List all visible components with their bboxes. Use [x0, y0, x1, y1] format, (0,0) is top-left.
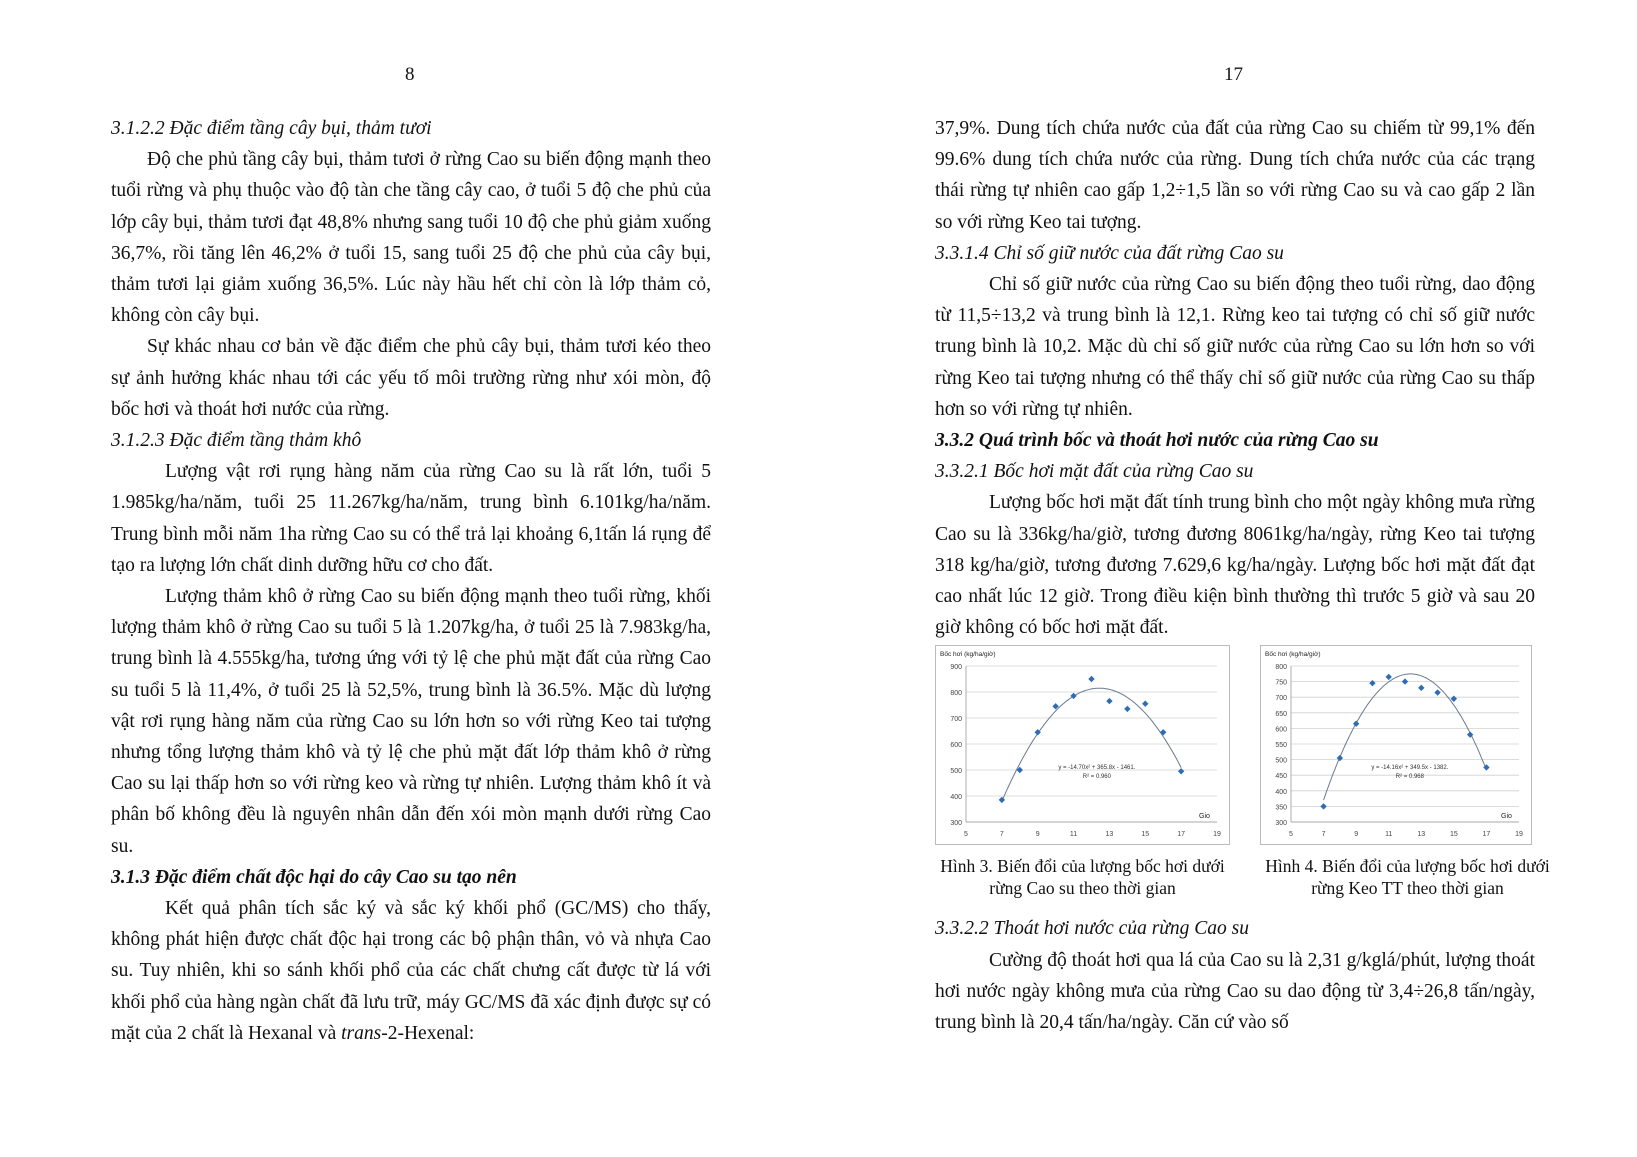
paragraph: Cường độ thoát hơi qua lá của Cao su là 2,31 g/kglá/phút, lượng thoát hơi nước ngày không mưa của rừng Cao su dao động từ 3,4÷26,8 tấn/ngày, trung bình là 20,4 tấn/ha/ngày. Căn cứ vào số [935, 949, 1535, 1034]
paragraph: Chỉ số giữ nước của rừng Cao su biến động theo tuổi rừng, dao động từ 11,5÷13,2 và trung bình là 12,1. Rừng keo tai tượng có chỉ số giữ nước trung bình là 10,2. Mặc dù chỉ số giữ nước của rừng Cao su lớn hơn so với rừng Keo tai tượng nhưng có thể thấy chỉ số giữ nước của rừng Cao su thấp hơn so với rừng tự nhiên. [935, 274, 1535, 420]
y-tick-label: 600 [950, 742, 962, 750]
section-heading: 3.3.2.2 Thoát hơi nước của rừng Cao su [935, 918, 1250, 940]
x-axis-label: Gio [1501, 813, 1512, 821]
paragraph: Độ che phủ tầng cây bụi, thảm tươi ở rừng Cao su biến động mạnh theo tuổi rừng và phụ thuộc vào độ tàn che tầng cây cao, ở tuổi 5 độ che phủ của lớp cây bụi, thảm tươi đạt 48,8% nhưng sang tuổi 10 độ che phủ giảm xuống 36,7%, rồi tăng lên 46,2% ở tuổi 15, sang tuổi 25 độ che phủ của cây bụi, thảm tươi lại giảm xuống 36,5%. Lúc này hầu hết chỉ còn là lớp thảm cỏ, không còn cây bụi. [111, 149, 711, 327]
y-tick-label: 400 [1275, 789, 1287, 797]
y-tick-label: 700 [950, 716, 962, 724]
figure-4-caption: Hình 4. Biến đổi của lượng bốc hơi dưới rừng Keo TT theo thời gian [1265, 856, 1550, 899]
x-tick-label: 19 [1213, 831, 1221, 839]
y-tick-label: 450 [1275, 773, 1287, 781]
data-point [1369, 680, 1375, 686]
right-page-number: 17 [1224, 64, 1243, 85]
data-point [1178, 769, 1184, 775]
data-point [1418, 685, 1424, 691]
x-tick-label: 19 [1515, 831, 1523, 839]
x-tick-label: 15 [1141, 831, 1150, 839]
x-axis-label: Gio [1199, 813, 1210, 821]
paragraph: Kết quả phân tích sắc ký và sắc ký khối phổ (GC/MS) cho thấy, không phát hiện được chất độc hại trong các bộ phận thân, vỏ và nhựa Cao su. Tuy nhiên, khi so sánh khối phổ của các chất chưng cất được từ lá với khối phổ của hàng ngàn chất đã lưu trữ, máy GC/MS đã xác định được sự có mặt của 2 chất là Hexanal và trans-2-Hexenal: [111, 898, 711, 1044]
r-squared-label: R² = 0.960 [1082, 774, 1111, 781]
section-heading: 3.1.2.3 Đặc điểm tầng thảm khô [111, 430, 362, 452]
x-tick-label: 5 [1289, 831, 1293, 839]
section-heading: 3.1.3 Đặc điểm chất độc hại do cây Cao su tạo nên [111, 866, 517, 888]
x-tick-label: 11 [1385, 831, 1393, 839]
figure-row [935, 645, 1550, 913]
y-tick-label: 900 [950, 664, 962, 672]
data-point [1124, 706, 1130, 712]
x-tick-label: 7 [1321, 831, 1326, 839]
paragraph: Sự khác nhau cơ bản về đặc điểm che phủ cây bụi, thảm tươi kéo theo sự ảnh hưởng khác nhau tới các yếu tố môi trường rừng như xói mòn, độ bốc hơi và thoát hơi nước của rừng. [111, 336, 711, 420]
trend-equation: y = -14.70x² + 365.8x - 1461. [1058, 765, 1136, 772]
r-squared-label: R² = 0.968 [1395, 774, 1424, 781]
data-point [1337, 755, 1343, 761]
data-point [1451, 696, 1457, 702]
chart-figure-4 [1260, 645, 1532, 845]
y-tick-label: 300 [950, 820, 962, 828]
data-point [1386, 674, 1392, 680]
y-tick-label: 550 [1275, 742, 1287, 750]
left-page-number: 8 [405, 64, 415, 85]
paragraph: Lượng vật rơi rụng hàng năm của rừng Cao su là rất lớn, tuổi 5 1.985kg/ha/năm, tuổi 25 11.267kg/ha/năm, trung bình 6.101kg/ha/năm. Trung bình mỗi năm 1ha rừng Cao su có thể trả lại khoảng 6,1tấn lá rụng để tạo ra lượng lớn chất dinh dưỡng hữu cơ cho đất. [111, 461, 711, 576]
y-tick-label: 800 [950, 690, 962, 698]
data-point [1106, 698, 1112, 704]
x-tick-label: 11 [1069, 831, 1078, 839]
y-tick-label: 600 [1275, 726, 1287, 734]
y-tick-label: 800 [1275, 664, 1287, 672]
x-tick-label: 15 [1449, 831, 1458, 839]
y-tick-label: 300 [1275, 820, 1287, 828]
figure-4 [1260, 645, 1555, 899]
italic-term: trans [341, 1022, 382, 1044]
data-point [1353, 721, 1359, 727]
chart-figure-3 [935, 645, 1230, 845]
left-page-body [111, 113, 711, 1049]
section-heading: 3.1.2.2 Đặc điểm tầng cây bụi, thảm tươi [111, 118, 432, 139]
y-tick-label: 500 [950, 768, 962, 776]
x-tick-label: 9 [1354, 831, 1359, 839]
section-heading: 3.3.2.1 Bốc hơi mặt đất của rừng Cao su [935, 461, 1254, 483]
y-tick-label: 350 [1275, 804, 1287, 812]
data-point [1160, 730, 1166, 736]
data-point [1434, 690, 1440, 696]
x-tick-label: 13 [1105, 831, 1114, 839]
data-point [1320, 804, 1326, 810]
right-text-after-figures [935, 913, 1535, 1038]
x-tick-label: 5 [964, 831, 968, 839]
right-text-before-figures [935, 113, 1535, 643]
paragraph-tail: -2-Hexenal: [381, 1022, 475, 1044]
figure-3 [935, 645, 1230, 899]
trend-equation: y = -14.16x² + 349.5x - 1382. [1371, 765, 1449, 772]
x-tick-label: 9 [1035, 831, 1040, 839]
y-tick-label: 700 [1275, 695, 1287, 703]
y-tick-label: 650 [1275, 711, 1287, 719]
right-page-body [935, 113, 1550, 1038]
paragraph: 37,9%. Dung tích chứa nước của đất của rừng Cao su chiếm từ 99,1% đến 99.6% dung tích chứa nước của rừng. Dung tích chứa nước của các trạng thái rừng tự nhiên cao gấp 1,2÷1,5 lần so với rừng Cao su và cao gấp 2 lần so với rừng Keo tai tượng. [935, 118, 1535, 233]
data-point [1088, 676, 1094, 682]
y-tick-label: 400 [950, 794, 962, 802]
x-tick-label: 13 [1417, 831, 1426, 839]
trend-curve [1324, 674, 1487, 800]
data-point [999, 797, 1005, 803]
x-tick-label: 17 [1177, 831, 1186, 839]
x-tick-label: 7 [999, 831, 1004, 839]
paragraph: Lượng bốc hơi mặt đất tính trung bình cho một ngày không mưa rừng Cao su là 336kg/ha/giờ, tương đương 8061kg/ha/ngày, rừng Keo tai tượng 318 kg/ha/giờ, tương đương 7.629,6 kg/ha/ngày. Lượng bốc hơi mặt đất đạt cao nhất lúc 12 giờ. Trong điều kiện bình thường thì trước 5 giờ và sau 20 giờ không có bốc hơi mặt đất. [935, 492, 1535, 639]
y-axis-label: Bốc hơi (kg/ha/giờ) [1265, 651, 1321, 659]
y-tick-label: 750 [1275, 680, 1287, 688]
data-point [1142, 701, 1148, 707]
paragraph: Lượng thảm khô ở rừng Cao su biến động mạnh theo tuổi rừng, khối lượng thảm khô ở rừng Cao su tuổi 5 là 1.207kg/ha, ở tuổi 25 là 7.983kg/ha, trung bình là 4.555kg/ha, tương ứng với tỷ lệ che phủ mặt đất của rừng Cao su tuổi 5 là 11,4%, ở tuổi 25 là 52,5%, trung bình là 36.5%. Mặc dù lượng vật rơi rụng hàng năm của rừng Cao su lớn hơn so với rừng Keo tai tượng nhưng tổng lượng thảm khô và tỷ lệ che phủ mặt đất lớp thảm khô ở rừng Cao su lại thấp hơn so với rừng keo và rừng tự nhiên. Lượng thảm khô ít và phân bố không đều là nguyên nhân dẫn đến xói mòn mạnh dưới rừng Cao su. [111, 586, 711, 857]
y-axis-label: Bốc hơi (kg/ha/giờ) [940, 651, 996, 659]
y-tick-label: 500 [1275, 758, 1287, 766]
data-point [1402, 679, 1408, 685]
trend-curve [1002, 689, 1181, 802]
figure-3-caption: Hình 3. Biến đổi của lượng bốc hơi dưới rừng Cao su theo thời gian [940, 856, 1225, 899]
section-heading: 3.3.2 Quá trình bốc và thoát hơi nước của rừng Cao su [935, 430, 1379, 452]
section-heading: 3.3.1.4 Chỉ số giữ nước của đất rừng Cao su [935, 242, 1284, 264]
x-tick-label: 17 [1482, 831, 1491, 839]
